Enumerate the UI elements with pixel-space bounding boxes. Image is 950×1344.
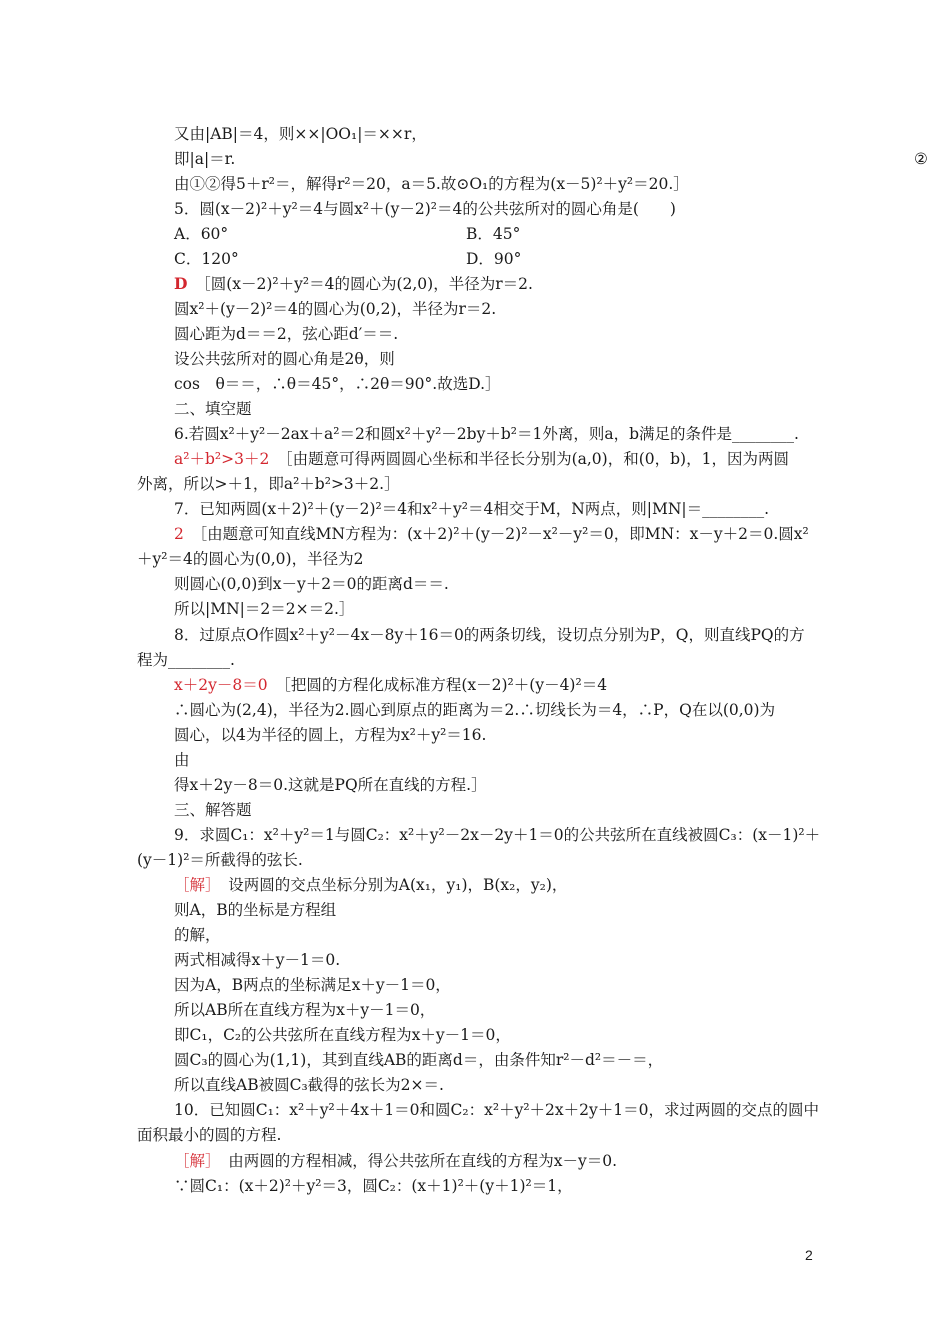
answer-label: 2 xyxy=(174,525,184,543)
text-line: 程为________. xyxy=(137,651,235,669)
answer-label: a²＋b²>3＋2 xyxy=(174,450,270,468)
text-line: 得x＋2y－8＝0.这就是PQ所在直线的方程.］ xyxy=(174,776,487,794)
question-10: 10．已知圆C₁：x²＋y²＋4x＋1＝0和圆C₂：x²＋y²＋2x＋2y＋1＝0，求过两圆的交点的圆中 xyxy=(174,1101,819,1119)
text-line: 由 xyxy=(174,751,190,769)
options-row xyxy=(174,248,950,270)
option-b: B．45° xyxy=(466,225,521,243)
text-line: (y－1)²＝所截得的弦长. xyxy=(137,851,303,869)
text-line: 面积最小的圆的方程. xyxy=(137,1126,282,1144)
option-c: C．120° xyxy=(174,250,239,268)
answer-line: D ［圆(x－2)²＋y²＝4的圆心为(2,0)，半径为r＝2. xyxy=(174,274,533,293)
solution-label: ［解］ xyxy=(174,876,213,894)
text-line: 所以|MN|＝2＝2×＝2.］ xyxy=(174,600,355,618)
equation-mark: ② xyxy=(914,150,928,168)
text-line: 外离，所以>＋1，即a²＋b²>3＋2.］ xyxy=(137,475,400,493)
page-number: 2 xyxy=(805,1247,813,1263)
question-7: 7．已知两圆(x＋2)²＋(y－2)²＝4和x²＋y²＝4相交于M，N两点，则|MN|＝________. xyxy=(174,500,770,518)
solution-label: ［解］ xyxy=(174,1152,213,1170)
text-line: 因为A，B两点的坐标满足x＋y－1＝0， xyxy=(174,976,451,994)
text-line: ∴圆心为(2,4)，半径为2.圆心到原点的距离为＝2.∴切线长为＝4，∴P，Q在以(0,0)为 xyxy=(174,701,776,719)
text-line: 则A，B的坐标是方程组 xyxy=(174,901,337,919)
answer-label: D xyxy=(174,274,188,293)
text-line: ＋y²＝4的圆心为(0,0)，半径为2 xyxy=(137,550,364,568)
text-line: 的解， xyxy=(174,926,221,944)
question-8: 8．过原点O作圆x²＋y²－4x－8y＋16＝0的两条切线，设切点分别为P，Q，则直线PQ的方 xyxy=(174,626,805,644)
text-line: 圆x²＋(y－2)²＝4的圆心为(0,2)，半径为r＝2. xyxy=(174,300,497,318)
text-line: 设公共弦所对的圆心角是2θ，则 xyxy=(174,350,395,368)
text-line: cos θ＝＝，∴θ＝45°，∴2θ＝90°.故选D.］ xyxy=(174,375,501,393)
text-line: 圆C₃的圆心为(1,1)，其到直线AB的距离d＝，由条件知r²－d²＝－＝， xyxy=(174,1051,664,1069)
answer-line: a²＋b²>3＋2 ［由题意可得两圆圆心坐标和半径长分别为(a,0)，和(0，b)，1，因为两圆 xyxy=(174,450,789,468)
text-line: 所以AB所在直线方程为x＋y－1＝0， xyxy=(174,1001,436,1019)
question-6: 6.若圆x²＋y²－2ax＋a²＝2和圆x²＋y²－2by＋b²＝1外离，则a，b满足的条件是________. xyxy=(174,425,799,443)
text-line: 圆心距为d＝＝2，弦心距d′＝＝. xyxy=(174,325,399,343)
text-line: 由①②得5＋r²＝，解得r²＝20，a＝5.故⊙O₁的方程为(x－5)²＋y²＝20.］ xyxy=(174,175,689,193)
option-d: D．90° xyxy=(466,250,522,268)
option-a: A．60° xyxy=(174,225,229,243)
text-line: 则圆心(0,0)到x－y＋2＝0的距离d＝＝. xyxy=(174,575,449,593)
section-heading: 三、解答题 xyxy=(174,801,252,819)
solution-line: ［解］ 设两圆的交点坐标分别为A(x₁，y₁)，B(x₂，y₂)， xyxy=(174,876,568,894)
solution-line: ［解］ 由两圆的方程相减，得公共弦所在直线的方程为x－y＝0. xyxy=(174,1152,618,1170)
text-line: 又由|AB|＝4，则××|OO₁|＝××r， xyxy=(174,125,427,143)
answer-line: x＋2y－8＝0 ［把圆的方程化成标准方程(x－2)²＋(y－4)²＝4 xyxy=(174,676,608,694)
question-9: 9．求圆C₁：x²＋y²＝1与圆C₂：x²＋y²－2x－2y＋1＝0的公共弦所在直线被圆C₃：(x－1)²＋ xyxy=(174,826,821,844)
text-line: 两式相减得x＋y－1＝0. xyxy=(174,951,341,969)
question-5: 5．圆(x－2)²＋y²＝4与圆x²＋(y－2)²＝4的公共弦所对的圆心角是( ) xyxy=(174,200,676,218)
text-line: 所以直线AB被圆C₃截得的弦长为2×＝. xyxy=(174,1076,444,1094)
text-line: 即|a|＝r. ② xyxy=(174,150,928,168)
options-row xyxy=(174,223,950,245)
text-line: 即C₁，C₂的公共弦所在直线方程为x＋y－1＝0， xyxy=(174,1026,511,1044)
text-line: 圆心，以4为半径的圆上，方程为x²＋y²＝16. xyxy=(174,726,487,744)
answer-line: 2 ［由题意可知直线MN方程为：(x＋2)²＋(y－2)²－x²－y²＝0，即MN：x－y＋2＝0.圆x² xyxy=(174,525,809,543)
text-line: ∵圆C₁：(x＋2)²＋y²＝3，圆C₂：(x＋1)²＋(y＋1)²＝1， xyxy=(174,1177,573,1195)
section-heading: 二、填空题 xyxy=(174,400,252,418)
answer-label: x＋2y－8＝0 xyxy=(174,676,268,694)
